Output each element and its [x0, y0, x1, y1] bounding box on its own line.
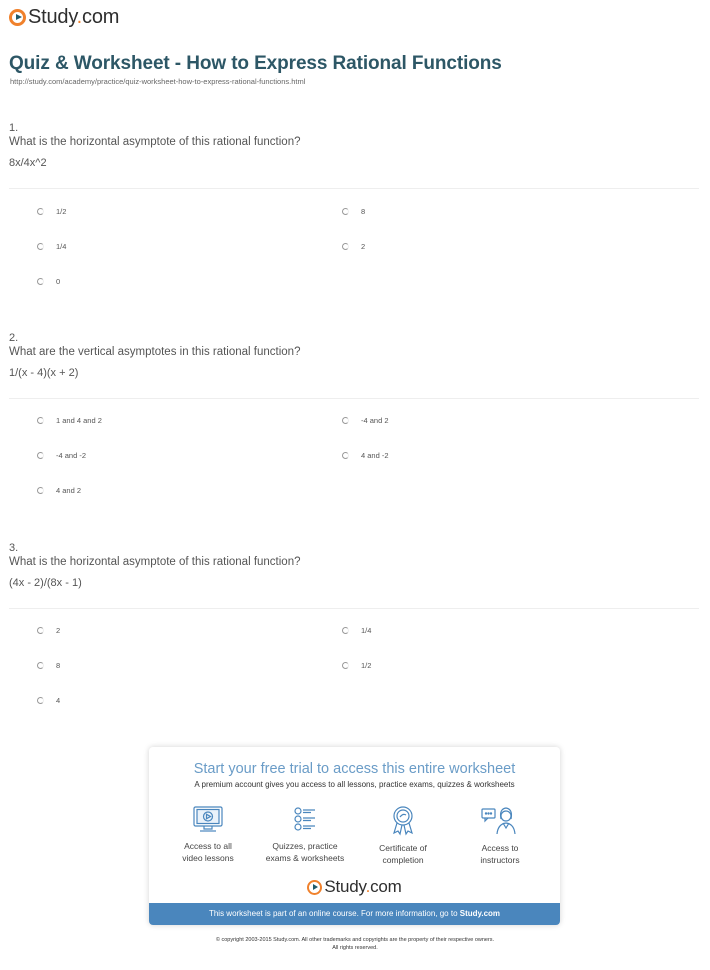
certificate-icon [386, 805, 420, 837]
radio-button[interactable] [342, 452, 349, 459]
q1-option-e[interactable]: 0 [37, 277, 60, 286]
radio-button[interactable] [37, 208, 44, 215]
radio-button[interactable] [37, 278, 44, 285]
radio-button[interactable] [342, 662, 349, 669]
radio-button[interactable] [342, 208, 349, 215]
radio-button[interactable] [342, 417, 349, 424]
radio-button[interactable] [37, 487, 44, 494]
q2-option-a[interactable]: 1 and 4 and 2 [37, 416, 102, 425]
question-2 [9, 332, 699, 379]
q2-option-e[interactable]: 4 and 2 [37, 486, 81, 495]
feature-video-lessons: Access to all video lessons [158, 805, 258, 864]
instructor-icon [480, 805, 520, 837]
radio-button[interactable] [37, 417, 44, 424]
quiz-list-icon [288, 805, 322, 835]
feature-quizzes: Quizzes, practice exams & worksheets [255, 805, 355, 864]
radio-button[interactable] [37, 697, 44, 704]
q3-option-c[interactable]: 8 [37, 661, 60, 670]
q2-option-b[interactable]: -4 and 2 [342, 416, 389, 425]
question-text: What are the vertical asymptotes in this rational function? [9, 346, 301, 358]
online-course-banner: This worksheet is part of an online course. For more information, go to Study.com [149, 903, 560, 925]
q2-option-d[interactable]: 4 and -2 [342, 451, 389, 460]
play-logo-icon [307, 880, 322, 895]
q3-option-a[interactable]: 2 [37, 626, 60, 635]
question-expression: 8x/4x^2 [9, 157, 47, 169]
question-1 [9, 122, 699, 169]
logo-text: Study.com [324, 877, 402, 896]
feature-instructors: Access to instructors [450, 805, 550, 866]
q3-option-b[interactable]: 1/4 [342, 626, 371, 635]
question-text: What is the horizontal asymptote of this rational function? [9, 556, 301, 568]
radio-button[interactable] [37, 452, 44, 459]
page-url: http://study.com/academy/practice/quiz-worksheet-how-to-express-rational-functions.html [10, 77, 306, 86]
study-logo[interactable] [9, 5, 119, 29]
q1-option-b[interactable]: 8 [342, 207, 365, 216]
study-link[interactable]: Study.com [459, 909, 501, 918]
page-title: Quiz & Worksheet - How to Express Rational Functions [9, 53, 502, 74]
radio-button[interactable] [37, 662, 44, 669]
question-3 [9, 542, 699, 589]
q3-option-e[interactable]: 4 [37, 696, 60, 705]
copyright-footer: © copyright 2003-2015 Study.com. All other trademarks and copyrights are the property of their respective owners. All rights reserved. [215, 937, 495, 951]
q1-option-d[interactable]: 2 [342, 242, 365, 251]
divider [9, 608, 699, 609]
divider [9, 188, 699, 189]
question-number: 2. [9, 332, 19, 344]
radio-button[interactable] [342, 627, 349, 634]
question-expression: (4x - 2)/(8x - 1) [9, 577, 82, 589]
radio-button[interactable] [342, 243, 349, 250]
free-trial-heading[interactable]: Start your free trial to access this entire worksheet [193, 761, 516, 777]
feature-certificate: Certificate of completion [353, 805, 453, 866]
q3-option-d[interactable]: 1/2 [342, 661, 371, 670]
play-logo-icon [9, 9, 26, 26]
video-lesson-icon [191, 805, 225, 835]
question-expression: 1/(x - 4)(x + 2) [9, 367, 79, 379]
q1-option-a[interactable]: 1/2 [37, 207, 66, 216]
q2-option-c[interactable]: -4 and -2 [37, 451, 86, 460]
free-trial-card [149, 747, 560, 925]
question-text: What is the horizontal asymptote of this rational function? [9, 136, 301, 148]
q1-option-c[interactable]: 1/4 [37, 242, 66, 251]
question-number: 1. [9, 122, 19, 134]
divider [9, 398, 699, 399]
logo-text: Study.com [28, 5, 120, 28]
card-study-logo[interactable] [149, 877, 560, 897]
radio-button[interactable] [37, 243, 44, 250]
free-trial-subheading: A premium account gives you access to all lessons, practice exams, quizzes & worksheets [194, 780, 515, 789]
radio-button[interactable] [37, 627, 44, 634]
question-number: 3. [9, 542, 19, 554]
